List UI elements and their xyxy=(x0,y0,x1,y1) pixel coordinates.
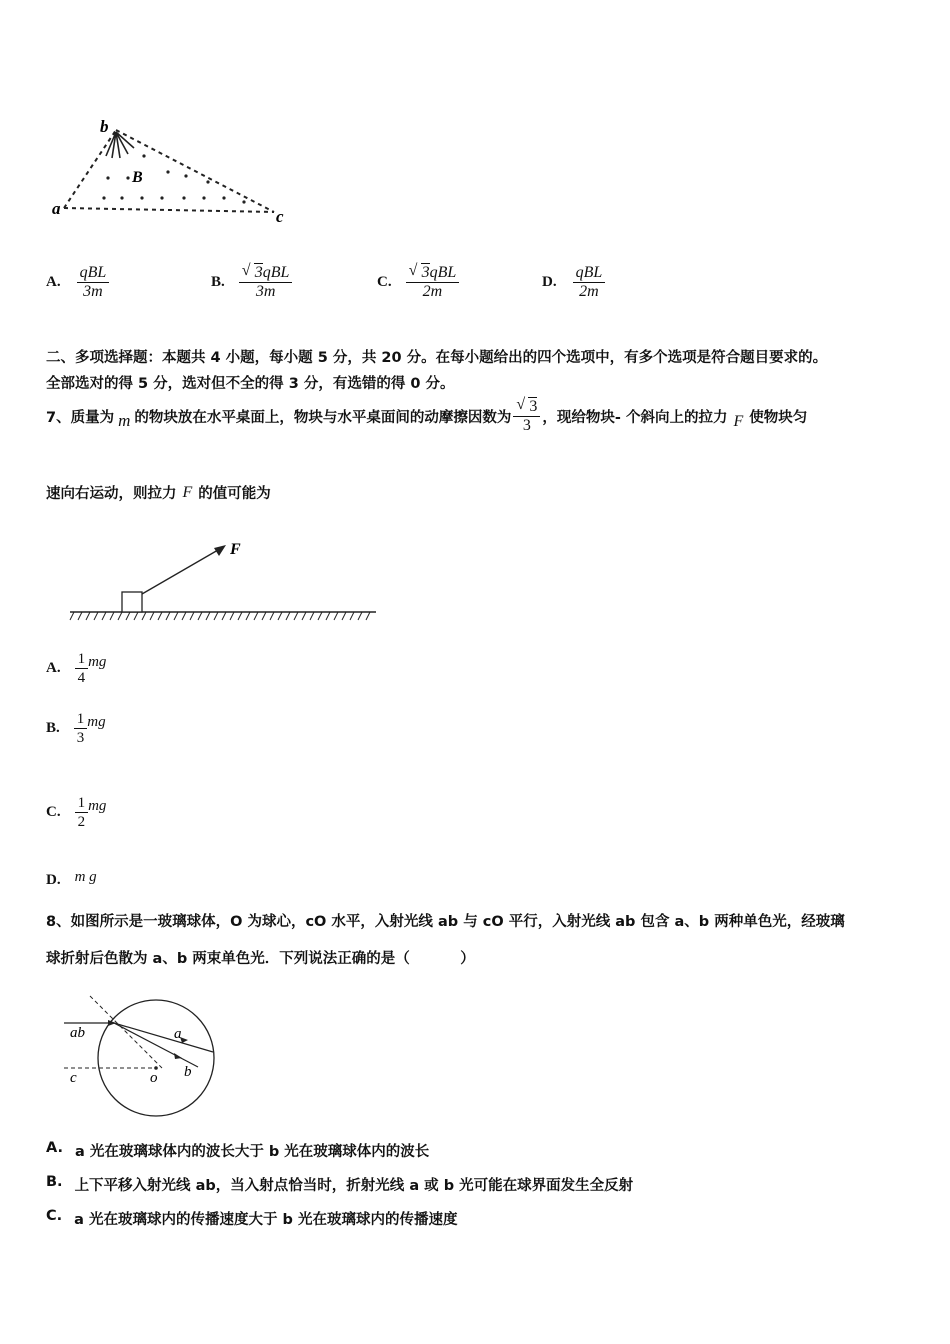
q8-option-a[interactable] xyxy=(46,1140,429,1161)
q8-option-a-text: a 光在玻璃球体内的波长大于 b 光在玻璃球体内的波长 xyxy=(75,1144,430,1160)
section2-instructions-line1: 二、多项选择题：本题共 4 小题，每小题 5 分，共 20 分。在每小题给出的四个选项中，有多个选项是符合题目要求的。 xyxy=(46,350,828,366)
q6-option-d-fraction: $\frac{\text{qBL}}{2m}$ xyxy=(573,264,606,301)
q8-option-b-letter: B. xyxy=(46,1174,63,1190)
q7-block-figure xyxy=(66,534,386,626)
q7-option-a-fraction: $\frac{1}{4}$ xyxy=(75,650,89,687)
q8-label-a: a xyxy=(174,1026,182,1042)
section2-instructions-line2: 全部选对的得 5 分，选对但不全的得 3 分，有选错的得 0 分。 xyxy=(46,376,455,392)
q7-option-b[interactable]: B. $\frac{1}{3}$ mg xyxy=(46,711,106,746)
q7-mu-fraction: √ $\frac{3}{3}$ xyxy=(513,398,540,435)
q7-option-a[interactable]: A. $\frac{1}{4}$ mg xyxy=(46,651,107,686)
q7-option-d-value: m g xyxy=(74,869,97,885)
q8-stem-line2: 球折射后色散为 a、b 两束单色光．下列说法正确的是（ ） xyxy=(46,951,475,967)
q7-option-b-fraction: $\frac{1}{3}$ xyxy=(74,710,88,747)
q6-option-a-fraction: $\frac{\text{qBL}}{3m}$ xyxy=(77,264,110,301)
q7-label-F: F xyxy=(230,541,241,558)
q6-triangle-figure xyxy=(48,110,298,230)
q8-label-ab: ab xyxy=(70,1025,85,1041)
q7-stem-line2: 速向右运动，则拉力 F 的值可能为 xyxy=(46,483,271,502)
q6-option-d[interactable] xyxy=(542,264,605,301)
q8-label-b: b xyxy=(184,1064,192,1080)
q7-var-F-2: F xyxy=(182,483,193,501)
q6-option-d-letter: D. xyxy=(542,274,557,290)
q7-stem-line1: 7、质量为 m 的物块放在水平桌面上，物块与水平桌面间的动摩擦因数为 √ $\frac{3}{3}$ ，现给物块- 个斜向上的拉力 F 使物块匀 xyxy=(46,398,926,435)
q6-option-b-letter: B. xyxy=(211,274,225,290)
q7-option-a-letter: A. xyxy=(46,660,61,676)
q6-option-c-letter: C. xyxy=(377,274,392,290)
q6-option-a-letter: A. xyxy=(46,274,61,290)
q6-option-b-fraction: √ $\frac{\text{3qBL}}{3m}$ xyxy=(239,264,293,301)
q7-option-b-letter: B. xyxy=(46,720,60,736)
q8-label-c: c xyxy=(70,1070,77,1086)
q7-option-c-letter: C. xyxy=(46,804,61,820)
q8-glass-sphere-figure xyxy=(58,992,228,1124)
q8-option-c-text: a 光在玻璃球内的传播速度大于 b 光在玻璃球内的传播速度 xyxy=(74,1212,458,1228)
q8-stem-line1: 8、如图所示是一玻璃球体，O 为球心，cO 水平，入射光线 ab 与 cO 平行，入射光线 ab 包含 a、b 两种单色光，经玻璃 xyxy=(46,914,845,930)
q6-option-a[interactable] xyxy=(46,264,109,301)
q8-option-b-text: 上下平移入射光线 ab，当入射点恰当时，折射光线 a 或 b 光可能在球界面发生全反射 xyxy=(74,1178,634,1194)
q8-option-a-letter: A. xyxy=(46,1140,63,1156)
q6-option-b[interactable] xyxy=(211,264,292,301)
q6-label-b: b xyxy=(100,117,109,136)
q6-label-c: c xyxy=(276,207,284,226)
q8-option-b[interactable] xyxy=(46,1174,633,1195)
q8-option-c-letter: C. xyxy=(46,1208,63,1224)
q6-option-c-fraction: √ $\frac{\text{3qBL}}{2m}$ xyxy=(406,264,460,301)
q6-label-B: B xyxy=(132,169,143,186)
q7-var-m: m xyxy=(118,410,131,430)
q7-option-d[interactable] xyxy=(46,869,97,889)
q8-label-o: o xyxy=(150,1070,158,1086)
q6-option-c[interactable] xyxy=(377,264,459,301)
q7-option-c[interactable]: C. $\frac{1}{2}$ mg xyxy=(46,795,107,830)
q7-var-F: F xyxy=(733,412,744,430)
q8-option-c[interactable] xyxy=(46,1208,457,1229)
q7-option-d-letter: D. xyxy=(46,872,61,888)
q7-option-c-fraction: $\frac{1}{2}$ xyxy=(75,794,89,831)
q6-label-a: a xyxy=(52,199,61,218)
